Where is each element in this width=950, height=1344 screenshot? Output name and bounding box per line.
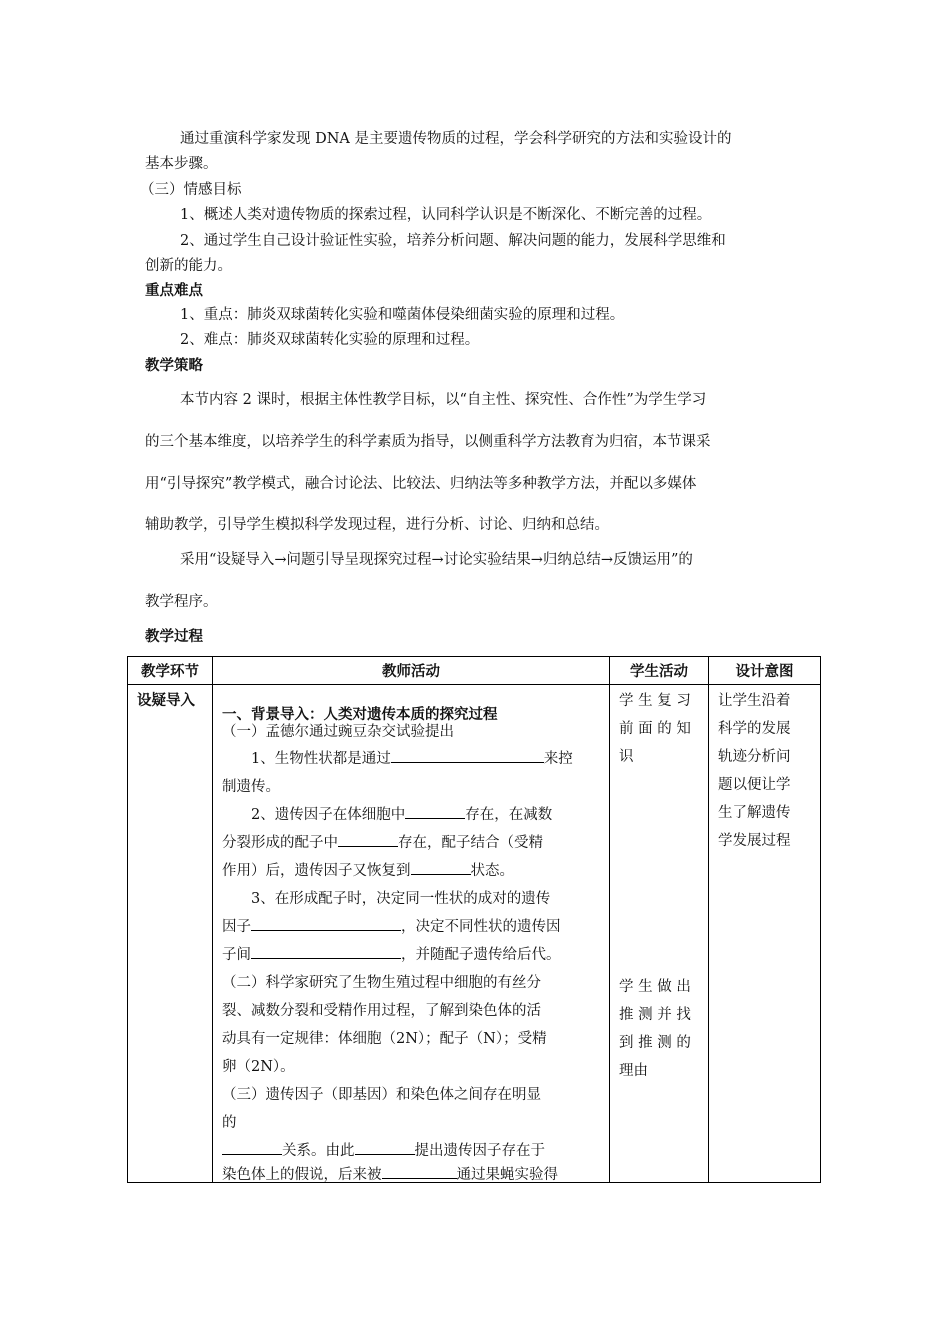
teacher-sub1: （一）孟德尔通过豌豆杂交试验提出 [222, 724, 454, 740]
intent-line: 生了解遗传 [718, 805, 791, 821]
student-activity-line: 前 面 的 知 [619, 721, 691, 737]
teacher-sub3-cont: 关系。由此 提出遗传因子存在于 [222, 1139, 545, 1160]
strategy-line: 用“引导探究”教学模式，融合讨论法、比较法、归纳法等多种教学方法，并配以多媒体 [145, 476, 697, 492]
question-2-cont: 作用）后，遗传因子又恢复到 状态。 [222, 863, 514, 879]
teacher-heading: 一、背景导入：人类对遗传本质的探究过程 [222, 707, 498, 723]
goal-text-line: 基本步骤。 [145, 156, 218, 172]
stage-cell [128, 685, 213, 1183]
process-title: 教学过程 [145, 629, 203, 645]
teacher-sub2-cont: 裂、减数分裂和受精作用过程，了解到染色体的活 [222, 1003, 541, 1019]
question-3-cont: 因子 ，决定不同性状的遗传因 [222, 919, 561, 935]
table-row [128, 685, 821, 1183]
teacher-sub2: （二）科学家研究了生物生殖过程中细胞的有丝分 [222, 975, 541, 991]
question-1: 1、生物性状都是通过 来控 [251, 751, 573, 767]
key-points-title: 重点难点 [145, 283, 203, 299]
strategy-title: 教学策略 [145, 358, 203, 374]
design-intent-cell [709, 685, 821, 1183]
intent-line: 科学的发展 [718, 721, 791, 737]
strategy-line: 教学程序。 [145, 594, 218, 610]
affective-goal-2-cont: 创新的能力。 [145, 258, 232, 274]
student-activity-line: 学 生 做 出 [619, 979, 691, 995]
teacher-sub3-cont: 染色体上的假说，后来被 通过果蝇实验得 [222, 1167, 558, 1183]
header-intent: 设计意图 [709, 657, 821, 685]
question-3-cont: 子间 ，并随配子遗传给后代。 [222, 947, 561, 963]
header-teacher: 教师活动 [213, 657, 610, 685]
student-activity-line: 推 测 并 找 [619, 1007, 691, 1023]
section-heading-affective: （三）情感目标 [140, 182, 242, 198]
strategy-line: 本节内容 2 课时，根据主体性教学目标，以“自主性、探究性、合作性”为学生学习 [180, 392, 707, 408]
teacher-sub2-cont: 动具有一定规律：体细胞（2N）；配子（N）；受精 [222, 1031, 547, 1047]
strategy-line: 采用“设疑导入→问题引导呈现探究过程→讨论实验结果→归纳总结→反馈运用”的 [180, 552, 693, 568]
student-activity-line: 学 生 复 习 [619, 693, 691, 709]
intent-line: 轨迹分析问 [718, 749, 791, 765]
intent-line: 学发展过程 [718, 833, 791, 849]
affective-goal-2: 2、通过学生自己设计验证性实验，培养分析问题、解决问题的能力，发展科学思维和 [180, 233, 726, 249]
question-2: 2、遗传因子在体细胞中 存在，在减数 [251, 807, 553, 823]
key-point-2: 2、难点：肺炎双球菌转化实验的原理和过程。 [180, 332, 480, 348]
question-2-cont: 分裂形成的配子中 存在，配子结合（受精 [222, 835, 543, 851]
intent-line: 让学生沿着 [718, 693, 791, 709]
question-1-cont: 制遗传。 [222, 779, 280, 795]
stage-label: 设疑导入 [137, 693, 195, 709]
header-student: 学生活动 [610, 657, 709, 685]
header-stage: 教学环节 [128, 657, 213, 685]
question-3: 3、在形成配子时，决定同一性状的成对的遗传 [251, 891, 551, 907]
student-activity-line: 识 [619, 749, 634, 765]
teacher-activity-cell [213, 685, 610, 1183]
table-header-row [128, 657, 821, 685]
teacher-sub2-cont: 卵（2N）。 [222, 1059, 295, 1075]
affective-goal-1: 1、概述人类对遗传物质的探索过程，认同科学认识是不断深化、不断完善的过程。 [180, 207, 712, 223]
student-activity-line: 到 推 测 的 [619, 1035, 691, 1051]
teacher-sub3: （三）遗传因子（即基因）和染色体之间存在明显 [222, 1087, 541, 1103]
intent-line: 题以便让学 [718, 777, 791, 793]
key-point-1: 1、重点：肺炎双球菌转化实验和噬菌体侵染细菌实验的原理和过程。 [180, 307, 625, 323]
teaching-process-table [127, 656, 821, 1183]
strategy-line: 辅助教学，引导学生模拟科学发现过程，进行分析、讨论、归纳和总结。 [145, 517, 609, 533]
student-activity-line: 理由 [619, 1063, 648, 1079]
teacher-sub3-cont: 的 [222, 1115, 237, 1131]
strategy-line: 的三个基本维度，以培养学生的科学素质为指导，以侧重科学方法教育为归宿，本节课采 [145, 434, 711, 450]
goal-text-line: 通过重演科学家发现 DNA 是主要遗传物质的过程，学会科学研究的方法和实验设计的 [180, 131, 732, 147]
student-activity-cell [610, 685, 709, 1183]
